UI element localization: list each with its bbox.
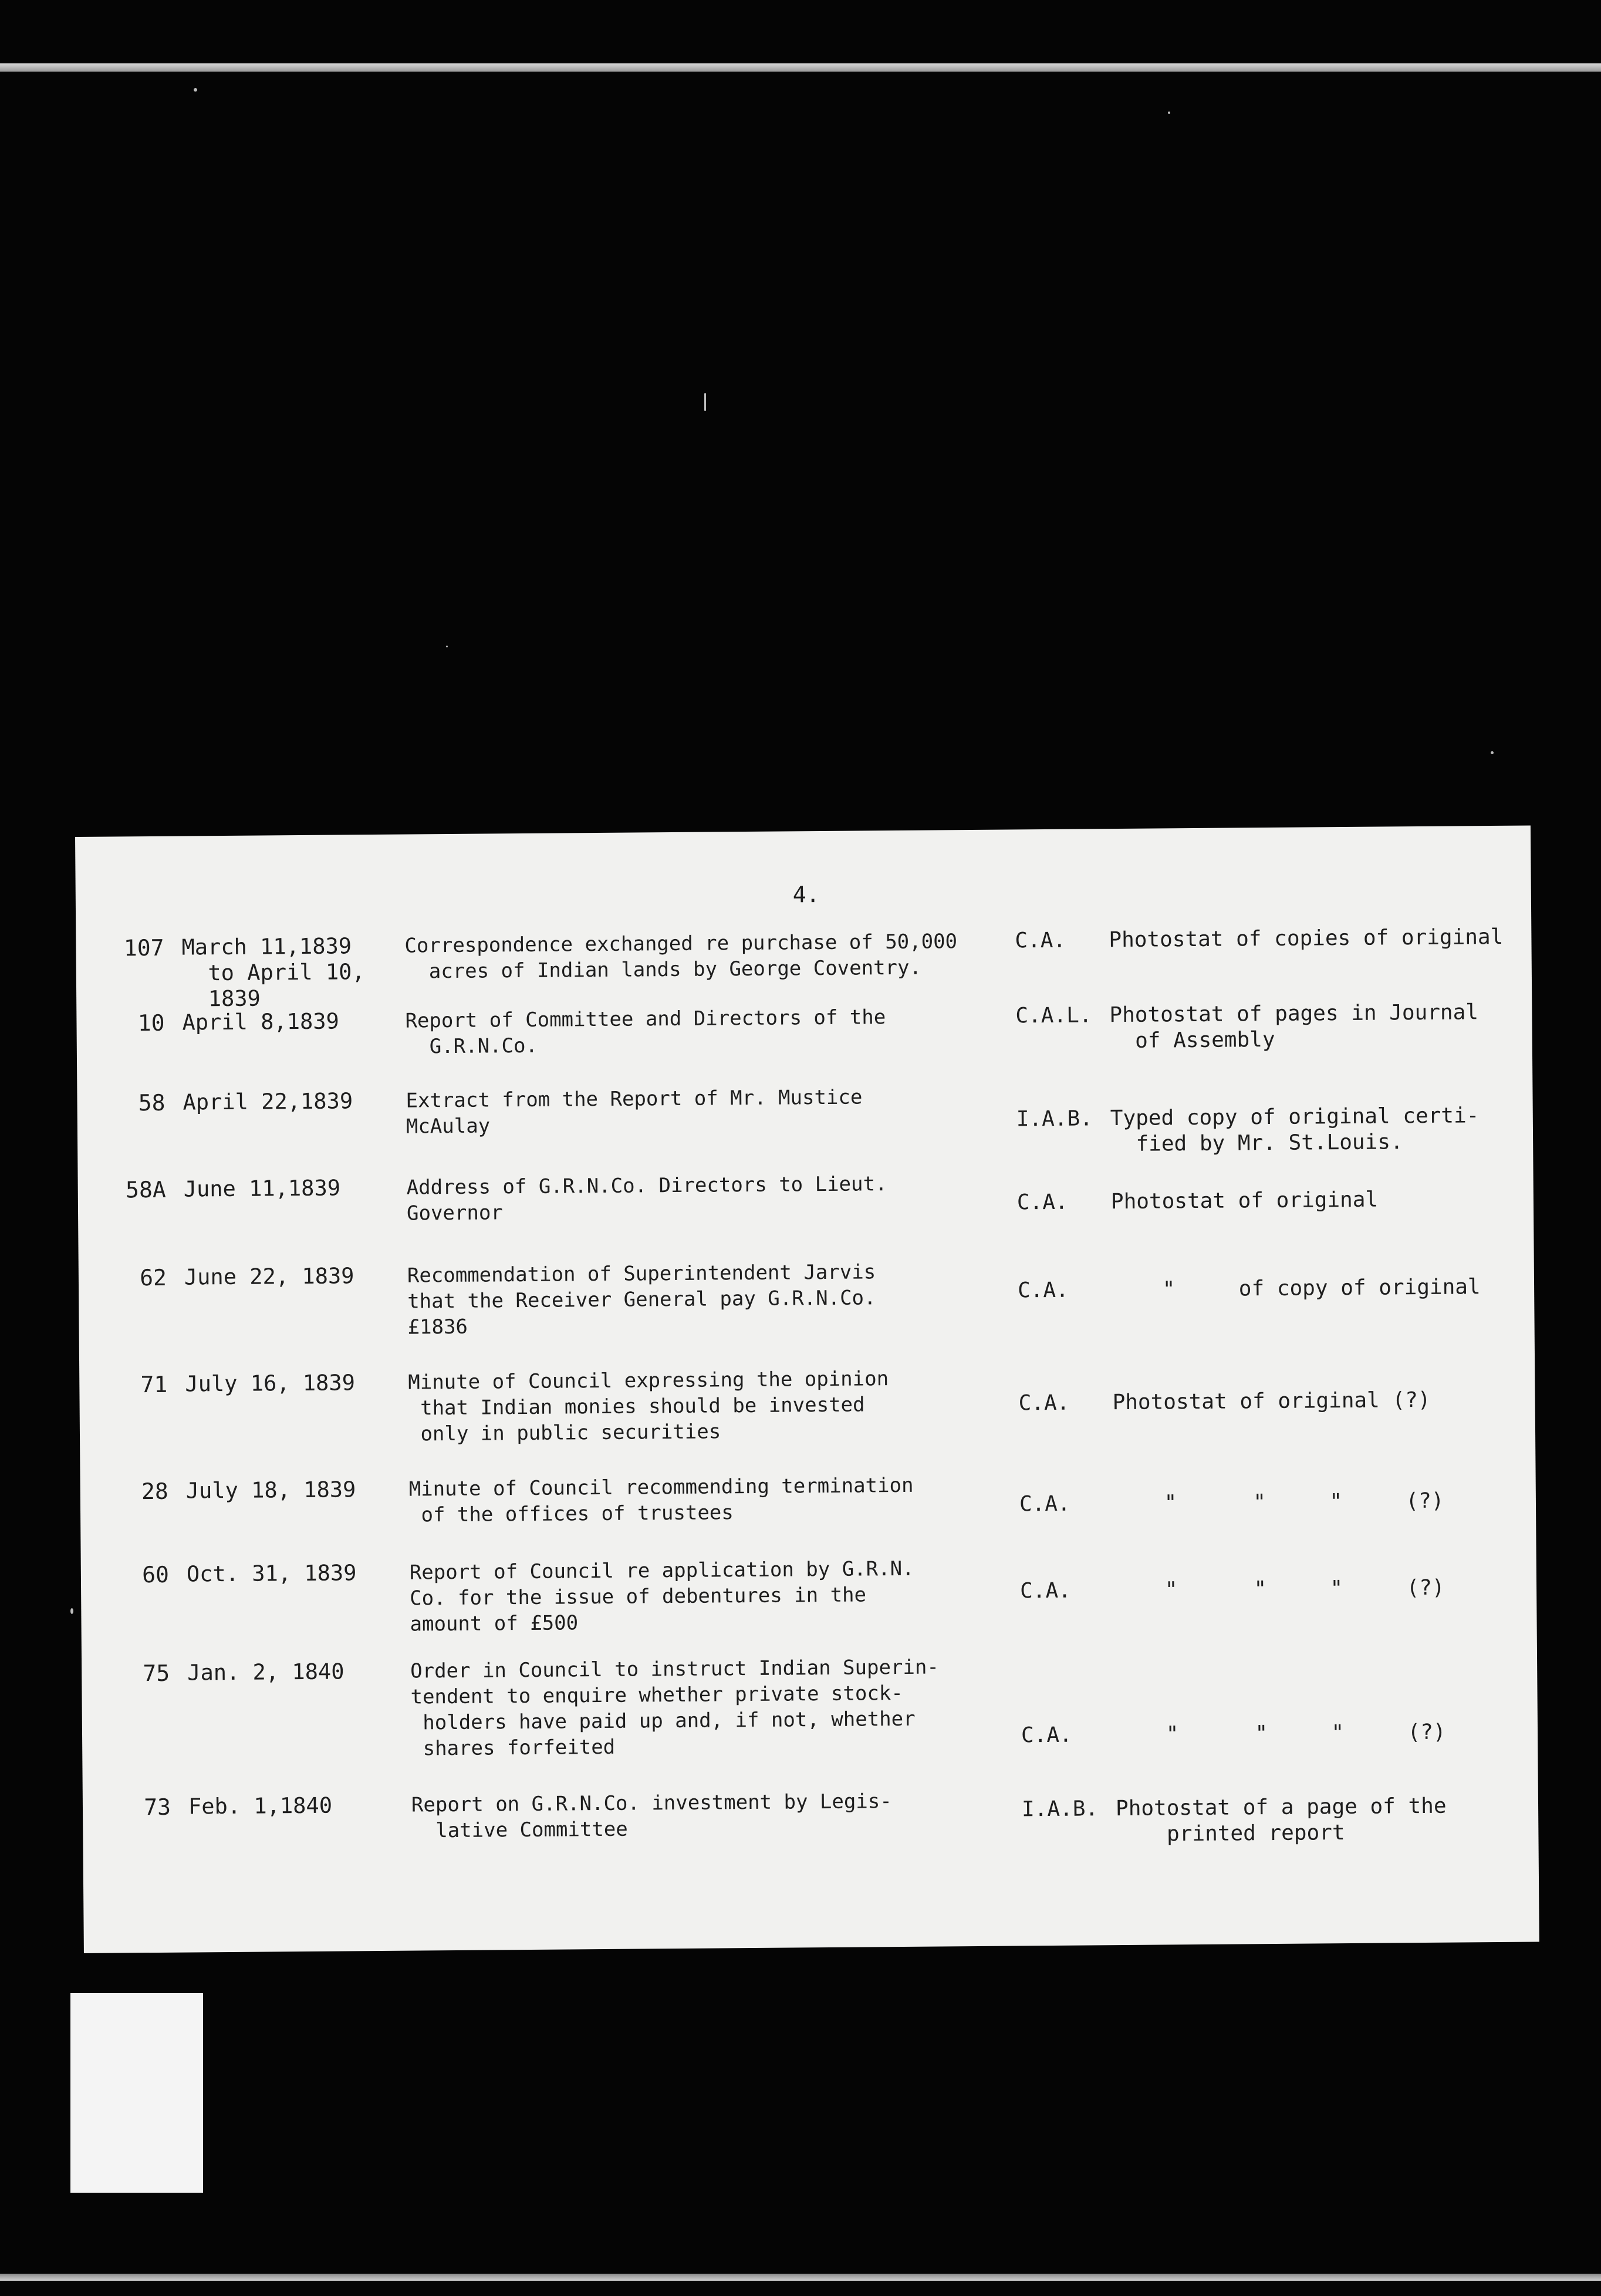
film-edge-top xyxy=(0,63,1601,72)
entry-source: C.A. xyxy=(1019,1578,1072,1603)
dust-speck xyxy=(446,646,448,647)
entry-number: 107 xyxy=(123,934,164,961)
entry-date: Jan. 2, 1840 xyxy=(187,1659,344,1686)
list-item xyxy=(78,1166,1534,1225)
entry-source: I.A.B. xyxy=(1021,1797,1099,1822)
list-item xyxy=(83,1783,1538,1847)
entry-date: June 22, 1839 xyxy=(184,1263,354,1290)
page-number: 4. xyxy=(792,882,820,908)
entry-note: Photostat of a page of the printed report xyxy=(1115,1794,1447,1847)
entry-number: 75 xyxy=(143,1660,170,1687)
entry-note: Photostat of pages in Journal of Assembly xyxy=(1109,1000,1479,1054)
entry-note: " " " (?) xyxy=(1113,1575,1445,1603)
entry-number: 28 xyxy=(141,1478,168,1505)
list-item xyxy=(76,924,1531,1012)
entry-number: 58A xyxy=(125,1176,166,1203)
list-item xyxy=(79,1360,1535,1446)
entry-note: Photostat of original xyxy=(1110,1187,1379,1214)
entry-date: July 18, 1839 xyxy=(185,1477,356,1504)
list-item xyxy=(79,1254,1534,1339)
entry-description: Extract from the Report of Mr. Mustice McAulay xyxy=(406,1085,863,1139)
entry-date: April 8,1839 xyxy=(182,1008,339,1035)
entry-description: Report of Committee and Directors of the G.R.N.Co. xyxy=(405,1005,886,1059)
film-edge-bottom xyxy=(0,2274,1601,2281)
entry-description: Recommendation of Superintendent Jarvis that the Receiver General pay G.R.N.Co. £1836 xyxy=(407,1260,876,1339)
dust-speck xyxy=(704,393,706,411)
film-marker-card xyxy=(70,1993,203,2193)
list-item xyxy=(80,1467,1536,1527)
entry-source: C.A. xyxy=(1019,1491,1070,1517)
entry-note: " " " (?) xyxy=(1113,1488,1444,1516)
entry-date: April 22,1839 xyxy=(183,1088,353,1115)
dust-speck xyxy=(1168,112,1170,114)
entry-note: " " " (?) xyxy=(1114,1720,1446,1747)
entry-number: 60 xyxy=(141,1561,170,1588)
entry-description: Address of G.R.N.Co. Directors to Lieut. Governor xyxy=(406,1172,887,1225)
entry-source: I.A.B. xyxy=(1016,1106,1093,1132)
entry-source: C.A.L. xyxy=(1015,1003,1092,1028)
entry-description: Order in Council to instruct Indian Superin- tendent to enquire whether private stock- holders have paid up and, if not, whether shares forfeited xyxy=(410,1655,939,1761)
document-page xyxy=(75,826,1539,1953)
entry-number: 10 xyxy=(137,1009,165,1036)
entry-source: C.A. xyxy=(1018,1390,1070,1416)
entry-date: June 11,1839 xyxy=(183,1175,341,1202)
entry-source: C.A. xyxy=(1015,928,1066,953)
entry-note: Photostat of original (?) xyxy=(1112,1387,1431,1415)
entry-date: Feb. 1,1840 xyxy=(188,1792,333,1819)
dust-speck xyxy=(70,1608,73,1614)
entry-number: 71 xyxy=(140,1371,168,1398)
entry-description: Report on G.R.N.Co. investment by Legis- lative Committee xyxy=(411,1789,892,1843)
entry-note: Photostat of copies of original xyxy=(1109,924,1504,953)
entry-date: Oct. 31, 1839 xyxy=(186,1560,357,1587)
dust-speck xyxy=(194,88,197,92)
entry-description: Report of Council re application by G.R.N. Co. for the issue of debentures in the amount of £500 xyxy=(409,1556,914,1636)
list-item xyxy=(77,1079,1532,1157)
entry-note: " of copy of original xyxy=(1111,1275,1481,1302)
entry-source: C.A. xyxy=(1021,1723,1072,1748)
entry-number: 73 xyxy=(144,1794,171,1821)
dust-speck xyxy=(1491,751,1494,754)
entry-source: C.A. xyxy=(1017,1278,1069,1303)
entry-number: 58 xyxy=(138,1089,165,1116)
list-item xyxy=(81,1551,1536,1636)
entry-number: 62 xyxy=(139,1264,167,1291)
entry-description: Minute of Council expressing the opinion that Indian monies should be invested only in public securities xyxy=(408,1367,889,1446)
entry-description: Minute of Council recommending termination of the offices of trustees xyxy=(408,1473,914,1527)
entry-description: Correspondence exchanged re purchase of 50,000 acres of Indian lands by George Coventry. xyxy=(404,930,958,984)
entry-date: March 11,1839 to April 10, 1839 xyxy=(181,933,365,1012)
entry-source: C.A. xyxy=(1016,1190,1068,1215)
list-item xyxy=(82,1649,1537,1761)
entry-note: Typed copy of original certi- fied by Mr. St.Louis. xyxy=(1110,1103,1480,1157)
entry-date: July 16, 1839 xyxy=(185,1370,356,1397)
